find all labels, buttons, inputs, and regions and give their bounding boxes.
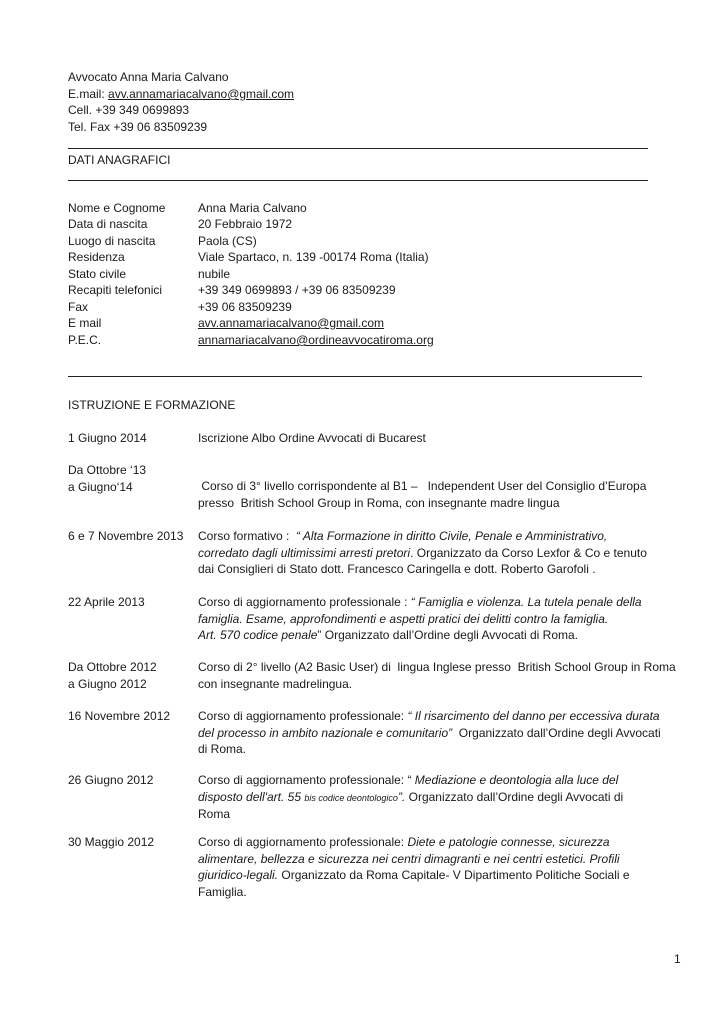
- entry-date-line: a Giugno‘14: [68, 479, 133, 494]
- divider: [68, 376, 642, 377]
- entry-line: Roma: [198, 807, 231, 821]
- entry-date-line: a Giugno 2012: [68, 676, 147, 691]
- entry-date: 30 Maggio 2012: [68, 835, 155, 849]
- entry-description: [198, 528, 688, 578]
- entry-description: [198, 659, 688, 692]
- entry-date: 1 Giugno 2014: [68, 431, 147, 445]
- entry-italic-text: famiglia. Esame, approfondimenti e aspetti pratici dei delitti contro la famiglia.: [198, 611, 609, 626]
- personal-value: Paola (CS): [198, 234, 257, 248]
- personal-value: Viale Spartaco, n. 139 -00174 Roma (Italia): [198, 250, 429, 264]
- header-telfax: Tel. Fax +39 06 83509239: [68, 120, 208, 134]
- entry-date-line: Da Ottobre 2012: [68, 660, 157, 674]
- personal-label: Recapiti telefonici: [68, 283, 163, 297]
- entry-date: 22 Aprile 2013: [68, 595, 145, 609]
- entry-line: Corso di 2° livello (A2 Basic User) di lingua Inglese presso British School Group in Roma: [198, 660, 676, 674]
- entry-text: Organizzato dall’Ordine degli Avvocati: [452, 725, 661, 740]
- entry-text: Organizzato dall’Ordine degli Avvocati di: [405, 789, 624, 804]
- entry-text: Corso di aggiornamento professionale: “: [198, 773, 415, 787]
- entry-italic-text: “ Famiglia e violenza. La tutela penale della: [410, 595, 642, 609]
- entry-italic-text: alimentare, bellezza e sicurezza nei centri dimagranti e nei centri estetici. Profili: [198, 851, 620, 866]
- entry-date: 6 e 7 Novembre 2013: [68, 529, 184, 543]
- personal-label: Data di nascita: [68, 217, 148, 231]
- personal-value: +39 06 83509239: [198, 300, 292, 314]
- personal-label: Fax: [68, 300, 89, 314]
- entry-italic-text: del processo in ambito nazionale e comunitario”: [198, 725, 453, 740]
- header-email-line: [68, 86, 294, 103]
- entry-italic-text: giuridico-legali.: [198, 868, 279, 882]
- personal-label: Luogo di nascita: [68, 234, 156, 248]
- entry-italic-text: corredato dagli ultimissimi arresti pretori: [198, 545, 411, 560]
- entry-description: [198, 594, 688, 644]
- entry-line: di Roma.: [198, 742, 247, 756]
- header-cell: Cell. +39 349 0699893: [68, 103, 190, 117]
- entry-text: Corso di aggiornamento professionale:: [198, 835, 408, 849]
- entry-line: presso British School Group in Roma, con insegnante madre lingua: [198, 495, 560, 510]
- entry-italic-text: disposto dell'art. 55: [198, 789, 305, 804]
- entry-text: . Organizzato da Corso Lexfor & Co e tenuto: [410, 545, 647, 560]
- personal-label: E mail: [68, 316, 102, 330]
- entry-small-italic-text: bis codice deontologico: [304, 792, 398, 803]
- entry-text: ” Organizzato dall’Ordine degli Avvocati di Roma.: [317, 628, 578, 642]
- entry-description: [198, 430, 688, 447]
- entry-date-line: Da Ottobre ‘13: [68, 463, 147, 477]
- header-name: Avvocato Anna Maria Calvano: [68, 70, 229, 84]
- entry-description: [198, 834, 688, 900]
- entry-line: con insegnante madrelingua.: [198, 676, 353, 691]
- entry-text: Corso di aggiornamento professionale :: [198, 595, 411, 609]
- entry-italic-text: ”.: [397, 789, 406, 804]
- entry-description: [198, 478, 688, 511]
- personal-value: +39 349 0699893 / +39 06 83509239: [198, 283, 396, 297]
- entry-italic-text: “ Alta Formazione in diritto Civile, Penale e Amministrativo,: [296, 529, 608, 543]
- entry-description: [198, 708, 688, 758]
- entry-italic-text: Mediazione e deontologia alla luce del: [414, 773, 619, 787]
- section-title-istruzione: ISTRUZIONE E FORMAZIONE: [68, 398, 236, 412]
- entry-text: Corso formativo :: [198, 529, 297, 543]
- entry-text: Organizzato da Roma Capitale- V Dipartimento Politiche Sociali e: [278, 868, 630, 882]
- divider: [68, 148, 648, 149]
- personal-value: nubile: [198, 267, 231, 281]
- header-email-prefix: E.mail:: [68, 87, 109, 101]
- personal-value: 20 Febbraio 1972: [198, 217, 293, 231]
- entry-date: [68, 462, 198, 495]
- entry-italic-text: Art. 570 codice penale: [198, 628, 318, 642]
- entry-italic-text: Diete e patologie connesse, sicurezza: [407, 835, 610, 849]
- page-number: 1: [674, 952, 681, 966]
- personal-label: Residenza: [68, 250, 125, 264]
- personal-label: P.E.C.: [68, 333, 102, 347]
- personal-value: Anna Maria Calvano: [198, 201, 307, 215]
- entry-date: [68, 659, 198, 692]
- entry-line: dai Consiglieri di Stato dott. Francesco Caringella e dott. Roberto Garofoli .: [198, 562, 596, 576]
- entry-date: 26 Giugno 2012: [68, 773, 154, 787]
- entry-description: [198, 772, 688, 823]
- personal-pec-link[interactable]: annamariacalvano@ordineavvocatiroma.org: [198, 333, 434, 347]
- personal-label: Stato civile: [68, 267, 127, 281]
- entry-date: 16 Novembre 2012: [68, 709, 171, 723]
- section-title-anagrafici: DATI ANAGRAFICI: [68, 153, 171, 167]
- entry-text: Corso di aggiornamento professionale:: [198, 709, 408, 723]
- personal-email-link[interactable]: avv.annamariacalvano@gmail.com: [198, 316, 385, 330]
- header-email-link[interactable]: avv.annamariacalvano@gmail.com: [108, 87, 295, 101]
- entry-line: Corso di 3° livello corrispondente al B1 – Independent User del Consiglio d’Europa: [198, 479, 647, 493]
- personal-label: Nome e Cognome: [68, 201, 166, 215]
- divider: [68, 180, 648, 181]
- entry-line: Famiglia.: [198, 884, 247, 899]
- entry-line: Iscrizione Albo Ordine Avvocati di Bucarest: [198, 431, 426, 445]
- entry-italic-text: “ Il risarcimento del danno per eccessiva durata: [407, 709, 660, 723]
